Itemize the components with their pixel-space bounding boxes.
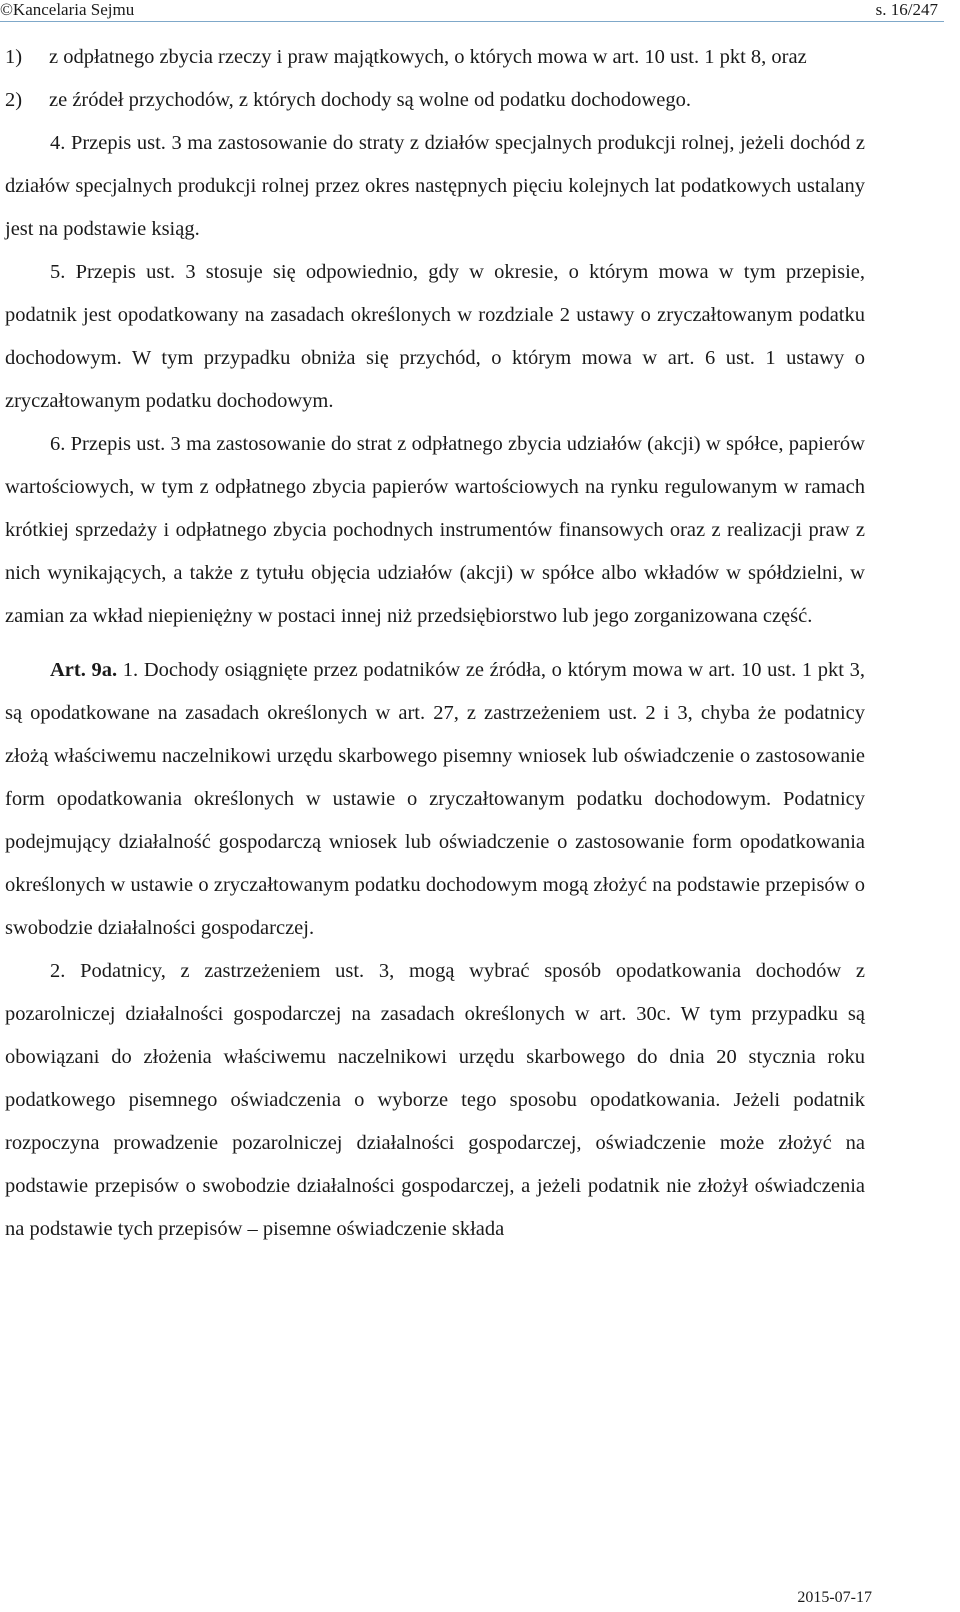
footer-date: 2015-07-17 bbox=[797, 1589, 872, 1606]
list-item-number: 1) bbox=[5, 46, 23, 68]
source-label: ©Kancelaria Sejmu bbox=[0, 0, 135, 19]
list-item-text: ze źródeł przychodów, z których dochody są wolne od podatku dochodowego. bbox=[49, 89, 691, 111]
list-item bbox=[5, 79, 865, 122]
article-label: Art. 9a. bbox=[50, 659, 118, 681]
article-9a-paragraph-2: 2. Podatnicy, z zastrzeżeniem ust. 3, mogą wybrać sposób opodatkowania dochodów z pozarolniczej działalności gospodarczej na zasadach określonych w art. 30c. W tym przypadku są obowiązani do złożenia właściwemu naczelnikowi urzędu skarbowego do dnia 20 stycznia roku podatkowego pisemnego oświadczenia o wyborze tego sposobu opodatkowania. Jeżeli podatnik rozpoczyna prowadzenie pozarolniczej działalności gospodarczej, oświadczenie może złożyć na podstawie przepisów o swobodzie działalności gospodarczej, a jeżeli podatnik nie złożył oświadczenia na podstawie tych przepisów – pisemne oświadczenie składa bbox=[5, 960, 865, 1240]
page-header bbox=[0, 0, 960, 20]
header-rule bbox=[0, 21, 944, 22]
article-text: 1. Dochody osiągnięte przez podatników ze źródła, o którym mowa w art. 10 ust. 1 pkt 3, są opodatkowane na zasadach określonych w art. 27, z zastrzeżeniem ust. 2 i 3, chyba że podatnicy złożą właściwemu naczelnikowi urzędu skarbowego pisemny wniosek lub oświadczenie o zastosowanie form opodatkowania określonych w ustawie o zryczałtowanym podatku dochodowym. Podatnicy podejmujący działalność gospodarczą wniosek lub oświadczenie o zastosowanie form opodatkowania określonych w ustawie o zryczałtowanym podatku dochodowym mogą złożyć na podstawie przepisów o swobodzie działalności gospodarczej. bbox=[5, 659, 865, 939]
list-item bbox=[5, 36, 865, 79]
article-9a-paragraph-1 bbox=[5, 649, 865, 950]
paragraph-5: 5. Przepis ust. 3 stosuje się odpowiednio, gdy w okresie, o którym mowa w tym przepisie, podatnik jest opodatkowany na zasadach określonych w rozdziale 2 ustawy o zryczałtowanym podatku dochodowym. W tym przypadku obniża się przychód, o którym mowa w art. 6 ust. 1 ustawy o zryczałtowanym podatku dochodowym. bbox=[5, 261, 865, 412]
document-body bbox=[5, 36, 865, 1251]
paragraph-6: 6. Przepis ust. 3 ma zastosowanie do strat z odpłatnego zbycia udziałów (akcji) w spółce, papierów wartościowych, w tym z odpłatnego zbycia papierów wartościowych na rynku regulowanym w ramach krótkiej sprzedaży i odpłatnego zbycia pochodnych instrumentów finansowych oraz z realizacji praw z nich wynikających, a także z tytułu objęcia udziałów (akcji) w spółce albo wkładów w spółdzielni, w zamian za wkład niepieniężny w postaci innej niż przedsiębiorstwo lub jego zorganizowana część. bbox=[5, 433, 865, 627]
list-item-text: z odpłatnego zbycia rzeczy i praw majątkowych, o których mowa w art. 10 ust. 1 pkt 8, oraz bbox=[49, 46, 807, 68]
page-number: s. 16/247 bbox=[875, 0, 938, 19]
paragraph-4: 4. Przepis ust. 3 ma zastosowanie do straty z działów specjalnych produkcji rolnej, jeżeli dochód z działów specjalnych produkcji rolnej przez okres następnych pięciu kolejnych lat podatkowych ustalany jest na podstawie ksiąg. bbox=[5, 132, 865, 240]
list-item-number: 2) bbox=[5, 89, 23, 111]
